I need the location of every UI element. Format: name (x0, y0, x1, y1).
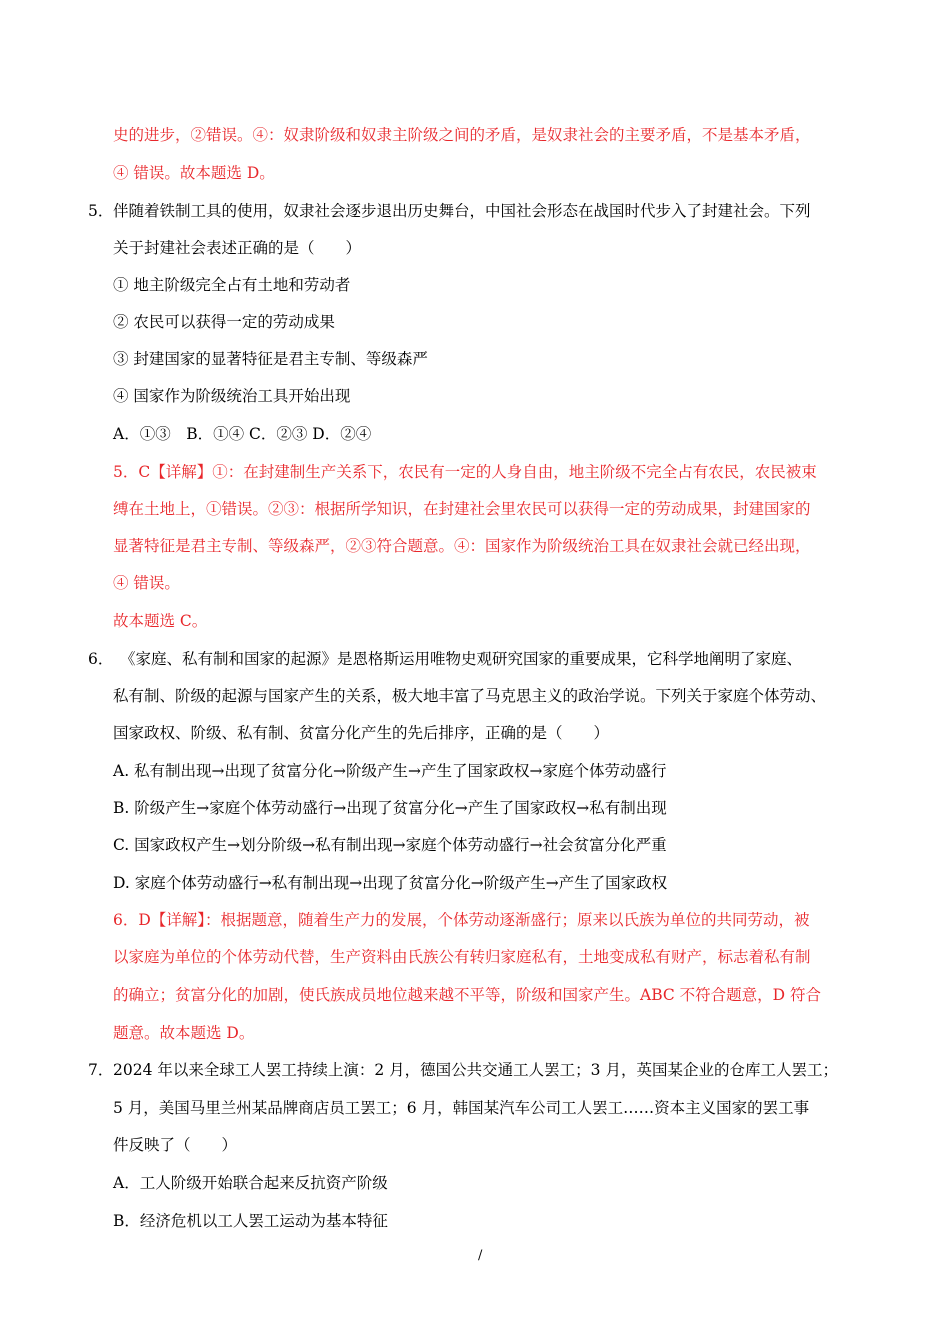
q5-answer-line-3: 显著特征是君主专制、等级森严，②③符合题意。④：国家作为阶级统治工具在奴隶社会就已经出现， (113, 537, 811, 555)
q6-option-b: B. 阶级产生→家庭个体劳动盛行→出现了贫富分化→产生了国家政权→私有制出现 (113, 799, 667, 817)
q5-number: 5． (88, 202, 114, 220)
q6-answer-line-2: 以家庭为单位的个体劳动代替，生产资料由氏族公有转归家庭私有，土地变成私有财产，标志着私有制 (113, 948, 811, 966)
intro-line-1: 史的进步，②错误。④：奴隶阶级和奴隶主阶级之间的矛盾，是奴隶社会的主要矛盾，不是基本矛盾， (113, 126, 811, 144)
q5-item-3: ③ 封建国家的显著特征是君主专制、等级森严 (113, 350, 428, 368)
q5-stem-line-1: 伴随着铁制工具的使用，奴隶社会逐步退出历史舞台，中国社会形态在战国时代步入了封建社会。下列 (113, 202, 811, 220)
q5-answer-line-1: 5．C【详解】①：在封建制生产关系下，农民有一定的人身自由，地主阶级不完全占有农民，农民被束 (113, 463, 817, 481)
q5-options: A．①③ B．①④ C．②③ D．②④ (113, 425, 372, 443)
q6-option-d: D. 家庭个体劳动盛行→私有制出现→出现了贫富分化→阶级产生→产生了国家政权 (113, 874, 668, 892)
q5-answer-line-5: 故本题选 C。 (113, 612, 208, 630)
q6-answer-line-4: 题意。故本题选 D。 (113, 1024, 255, 1042)
q7-option-b: B．经济危机以工人罢工运动为基本特征 (113, 1212, 388, 1230)
q5-item-2: ② 农民可以获得一定的劳动成果 (113, 313, 335, 331)
q6-option-c: C. 国家政权产生→划分阶级→私有制出现→家庭个体劳动盛行→社会贫富分化严重 (113, 836, 667, 854)
q6-answer-line-3: 的确立；贫富分化的加剧，使氏族成员地位越来越不平等，阶级和国家产生。ABC 不符合题意，D 符合 (113, 986, 822, 1004)
q7-stem-line-2: 5 月，美国马里兰州某品牌商店员工罢工；6 月，韩国某汽车公司工人罢工……资本主义国家的罢工事 (113, 1099, 810, 1117)
q5-stem-line-2: 关于封建社会表述正确的是（ ） (113, 239, 362, 257)
q6-stem-line-2: 私有制、阶级的起源与国家产生的关系，极大地丰富了马克思主义的政治学说。下列关于家庭个体劳动、 (113, 687, 827, 705)
q6-stem-line-3: 国家政权、阶级、私有制、贫富分化产生的先后排序，正确的是（ ） (113, 724, 610, 742)
q6-option-a: A. 私有制出现→出现了贫富分化→阶级产生→产生了国家政权→家庭个体劳动盛行 (113, 762, 667, 780)
q5-answer-line-4: ④ 错误。 (113, 574, 180, 592)
q6-answer-line-1: 6．D【详解】：根据题意，随着生产力的发展，个体劳动逐渐盛行；原来以氏族为单位的共同劳动，被 (113, 911, 810, 929)
q5-answer-line-2: 缚在土地上，①错误。②③：根据所学知识，在封建社会里农民可以获得一定的劳动成果，封建国家的 (113, 500, 811, 518)
q6-stem-line-1: 《家庭、私有制和国家的起源》是恩格斯运用唯物史观研究国家的重要成果，它科学地阐明了家庭、 (120, 650, 803, 668)
page-footer-mark: / (478, 1248, 483, 1263)
q6-number: 6． (88, 650, 114, 668)
q7-stem-line-1: 2024 年以来全球工人罢工持续上演：2 月，德国公共交通工人罢工；3 月，英国某企业的仓库工人罢工； (113, 1061, 838, 1079)
q7-stem-line-3: 件反映了（ ） (113, 1136, 238, 1154)
intro-line-2: ④ 错误。故本题选 D。 (113, 164, 275, 182)
q7-number: 7． (88, 1061, 114, 1079)
q5-item-1: ① 地主阶级完全占有土地和劳动者 (113, 276, 351, 294)
q7-option-a: A．工人阶级开始联合起来反抗资产阶级 (113, 1174, 388, 1192)
q5-item-4: ④ 国家作为阶级统治工具开始出现 (113, 387, 351, 405)
